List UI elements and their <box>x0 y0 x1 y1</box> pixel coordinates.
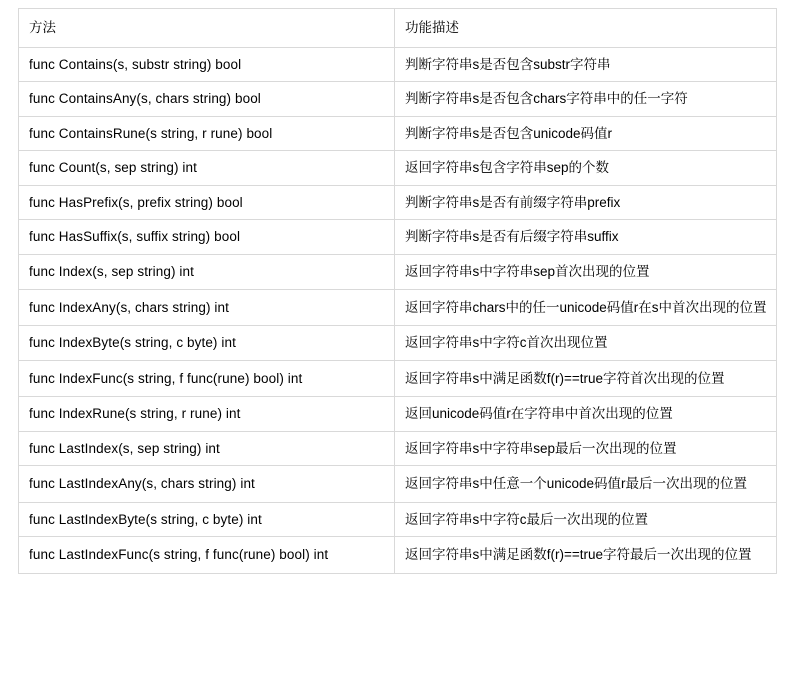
cell-method: func Count(s, sep string) int <box>19 151 395 186</box>
table-row <box>19 82 777 117</box>
cell-description: 返回字符串s中字符c首次出现位置 <box>395 326 777 361</box>
table-row <box>19 254 777 289</box>
cell-method: func IndexByte(s string, c byte) int <box>19 326 395 361</box>
table-row <box>19 502 777 537</box>
cell-description: 返回字符串s中满足函数f(r)==true字符首次出现的位置 <box>395 360 777 397</box>
table-row <box>19 326 777 361</box>
table-row <box>19 537 777 574</box>
table-row <box>19 289 777 326</box>
table-body <box>19 47 777 573</box>
table-row <box>19 47 777 82</box>
cell-method: func HasSuffix(s, suffix string) bool <box>19 220 395 255</box>
table-row <box>19 466 777 503</box>
cell-method: func IndexRune(s string, r rune) int <box>19 397 395 432</box>
cell-description: 判断字符串s是否包含substr字符串 <box>395 47 777 82</box>
cell-description: 返回字符串s中满足函数f(r)==true字符最后一次出现的位置 <box>395 537 777 574</box>
cell-method: func LastIndexByte(s string, c byte) int <box>19 502 395 537</box>
cell-method: func ContainsAny(s, chars string) bool <box>19 82 395 117</box>
cell-method: func IndexAny(s, chars string) int <box>19 289 395 326</box>
cell-method: func LastIndex(s, sep string) int <box>19 431 395 466</box>
table-header-row <box>19 9 777 48</box>
cell-description: 判断字符串s是否包含chars字符串中的任一字符 <box>395 82 777 117</box>
cell-description: 返回unicode码值r在字符串中首次出现的位置 <box>395 397 777 432</box>
table-row <box>19 431 777 466</box>
cell-description: 判断字符串s是否包含unicode码值r <box>395 116 777 151</box>
table-row <box>19 116 777 151</box>
column-header-method: 方法 <box>19 9 395 48</box>
cell-method: func Contains(s, substr string) bool <box>19 47 395 82</box>
cell-description: 返回字符串s中字符串sep最后一次出现的位置 <box>395 431 777 466</box>
cell-description: 判断字符串s是否有前缀字符串prefix <box>395 185 777 220</box>
table-row <box>19 185 777 220</box>
table-header <box>19 9 777 48</box>
cell-method: func HasPrefix(s, prefix string) bool <box>19 185 395 220</box>
strings-methods-table <box>18 8 777 574</box>
table-row <box>19 151 777 186</box>
table-row <box>19 220 777 255</box>
table-row <box>19 360 777 397</box>
cell-description: 返回字符串s中字符串sep首次出现的位置 <box>395 254 777 289</box>
table-row <box>19 397 777 432</box>
cell-method: func LastIndexAny(s, chars string) int <box>19 466 395 503</box>
cell-method: func LastIndexFunc(s string, f func(rune) bool) int <box>19 537 395 574</box>
column-header-description: 功能描述 <box>395 9 777 48</box>
cell-description: 判断字符串s是否有后缀字符串suffix <box>395 220 777 255</box>
cell-description: 返回字符串s包含字符串sep的个数 <box>395 151 777 186</box>
cell-method: func IndexFunc(s string, f func(rune) bool) int <box>19 360 395 397</box>
cell-description: 返回字符串chars中的任一unicode码值r在s中首次出现的位置 <box>395 289 777 326</box>
cell-method: func Index(s, sep string) int <box>19 254 395 289</box>
cell-method: func ContainsRune(s string, r rune) bool <box>19 116 395 151</box>
cell-description: 返回字符串s中字符c最后一次出现的位置 <box>395 502 777 537</box>
cell-description: 返回字符串s中任意一个unicode码值r最后一次出现的位置 <box>395 466 777 503</box>
